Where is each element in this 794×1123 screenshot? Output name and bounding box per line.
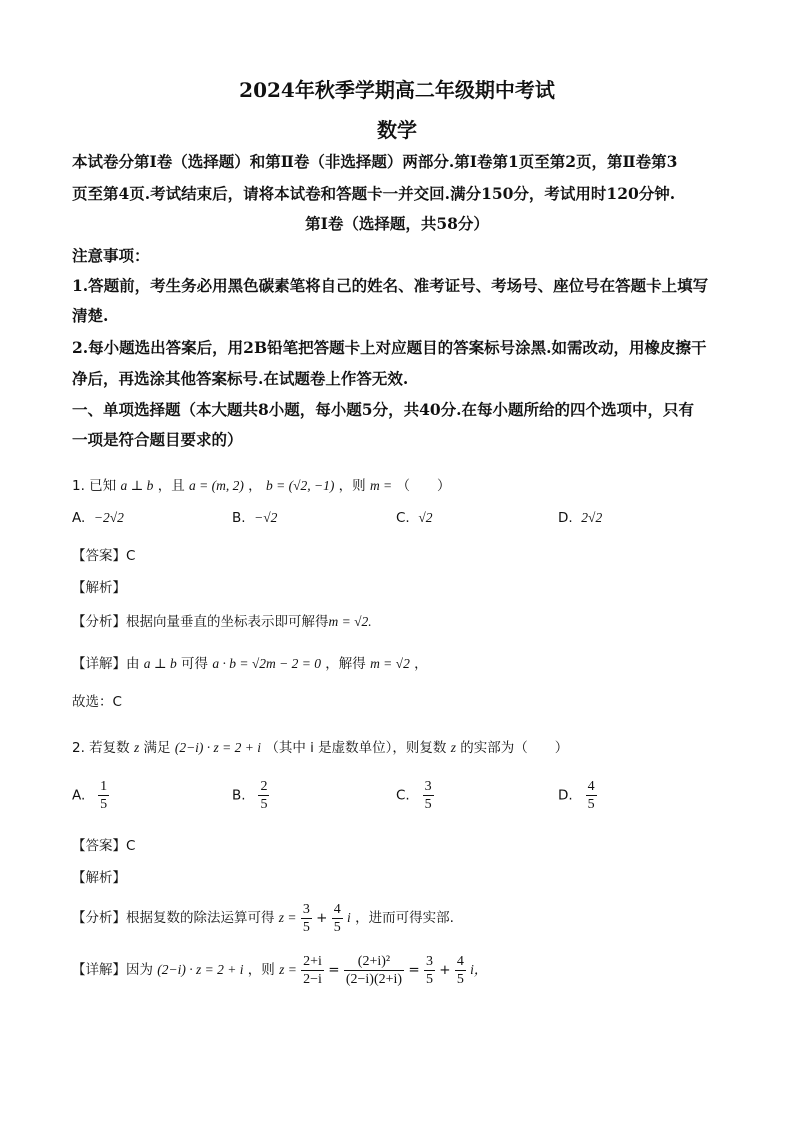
q1-vector-a: a = (m, 2) (189, 478, 244, 493)
q2-option-c: C. $\frac{3}{5}$ (396, 779, 432, 812)
q2-xiangjie: 【详解】因为 (2−i) · z = 2 + i ，则 z = $\frac{2+i}{2-i}$ = $\frac{\text{(2+i)²}}{(2-i)(2+i)}$ = $\frac{3}{5}$ + $\frac{4}{5}$ i， (72, 953, 488, 987)
notes-heading: 注意事项： (72, 246, 150, 265)
q2-analysis-heading: 【解析】 (72, 870, 126, 886)
q1-guxuan: 故选：C (72, 694, 122, 710)
q1-perp: a ⊥ b (120, 478, 154, 493)
q1-stem: 1. 已知 a ⊥ b ，且 a = (m, 2) ， b = (√2, −1) ，则 m = （ ） (72, 478, 451, 494)
q1-fenxi: 【分析】根据向量垂直的坐标表示即可解得m = √2. (72, 614, 372, 630)
q1-option-a: A. −2√2 (72, 510, 124, 526)
note-1-line-1: 1.答题前，考生务必用黑色碳素笔将自己的姓名、准考证号、考场号、座位号在答题卡上填写 (72, 276, 709, 295)
note-1-line-2: 清楚. (72, 306, 109, 325)
intro-line-1: 本试卷分第Ⅰ卷（选择题）和第Ⅱ卷（非选择题）两部分.第Ⅰ卷第1页至第2页，第Ⅱ卷第3 (72, 152, 678, 171)
q1-option-c: C. √2 (396, 510, 433, 526)
note-2-line-2: 净后，再选涂其他答案标号.在试题卷上作答无效. (72, 369, 409, 388)
part1-heading-line-1: 一、单项选择题（本大题共8小题，每小题5分，共40分.在每小题所给的四个选项中，只有 (72, 400, 695, 419)
q2-answer: 【答案】C (72, 838, 136, 854)
q1-analysis-heading: 【解析】 (72, 580, 126, 596)
section-title: 第Ⅰ卷（选择题，共58分） (305, 214, 489, 233)
q1-var-m: m = (369, 478, 393, 493)
q2-fenxi: 【分析】根据复数的除法运算可得 z = $\frac{3}{5}$ + $\frac{4}{5}$ i ，进而可得实部. (72, 901, 454, 935)
q2-option-a: A. $\frac{1}{5}$ (72, 779, 108, 812)
note-2-line-1: 2.每小题选出答案后，用2B铅笔把答题卡上对应题目的答案标号涂黑.如需改动，用橡皮擦干 (72, 338, 707, 357)
q1-option-b: B. −√2 (232, 510, 278, 526)
q2-option-d: D. $\frac{4}{5}$ (558, 779, 595, 812)
q1-option-d: D. 2√2 (558, 510, 603, 526)
q1-answer: 【答案】C (72, 548, 136, 564)
intro-line-2: 页至第4页.考试结束后，请将本试卷和答题卡一并交回.满分150分，考试用时120分钟. (72, 184, 676, 203)
part1-heading-line-2: 一项是符合题目要求的） (72, 430, 243, 449)
q2-stem: 2. 若复数 z 满足 (2−i) · z = 2 + i （其中 i 是虚数单位），则复数 z 的实部为（ ） (72, 740, 569, 756)
subject-title: 数学 (377, 118, 417, 142)
q1-xiangjie: 【详解】由 a ⊥ b 可得 a · b = √2m − 2 = 0 ，解得 m = √2 ， (72, 656, 428, 672)
q2-option-b: B. $\frac{2}{5}$ (232, 779, 268, 812)
q1-vector-b: b = (√2, −1) (265, 478, 335, 493)
exam-title: 2024年秋季学期高二年级期中考试 (239, 78, 555, 102)
